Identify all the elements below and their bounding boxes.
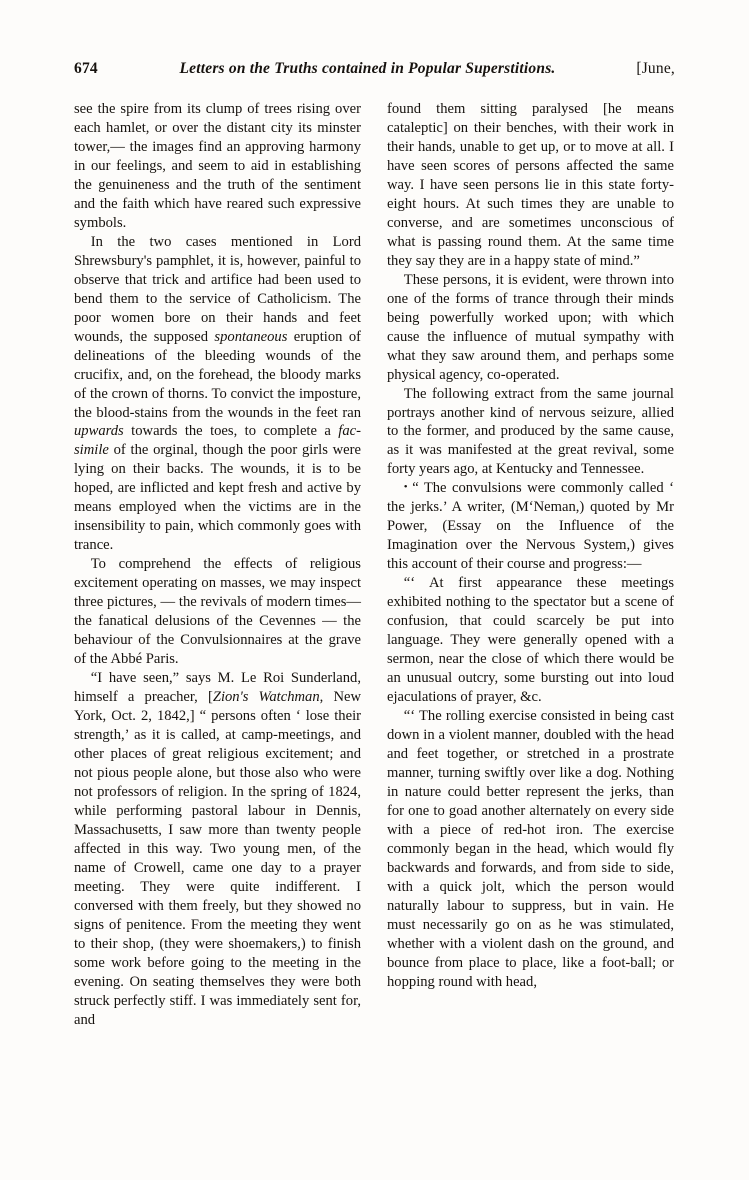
paragraph [74, 669, 361, 1029]
italic-run: fac-simile [74, 423, 361, 459]
italic-run: spontaneous [214, 328, 288, 345]
text-run: “I have seen,” says M. Le Roi Sunderland, himself a preacher, [ [74, 670, 361, 706]
italic-run: Zion's Watchman [212, 689, 320, 706]
right-column [387, 100, 674, 1029]
left-column [74, 100, 361, 1029]
issue-month: [June, [636, 60, 675, 77]
text-run: , New York, Oct. 2, 1842,] “ persons often ‘ lose their strength,’ as it is called, at camp-meetings, and other places of great religious excitement; and not pious people alone, but those also who were not professors of religion. In the spring of 1824, while performing pastoral labour in Dennis, Massachusetts, I saw more than twenty people affected in this way. Two young men, of the name of Crowell, came one day to a prayer meeting. They were quite indifferent. I conversed with them freely, but they showed no signs of penitence. From the meeting they went to their shop, (they were shoemakers,) to finish some work before going to the meeting in the evening. On seating themselves they were both struck perfectly stiff. I was immediately sent for, and [74, 689, 361, 1028]
paragraph: These persons, it is evident, were thrown into one of the forms of trance through their minds being powerfully worked upon; with which cause the influence of mutual sympathy with what they saw around them, and perhaps some physical agency, co-operated. [387, 271, 674, 383]
paragraph: found them sitting paralysed [he means cataleptic] on their benches, with their work in their hands, unable to get up, or to move at all. I have seen scores of persons affected the same way. I have seen persons lie in this state forty-eight hours. At such times they are unable to converse, and are sometimes unconscious of what is passing round them. At the same time they say they are in a happy state of mind.” [387, 101, 674, 269]
text-run: of the orginal, though the poor girls were lying on their backs. The wounds, it is to be hoped, are inflicted and kept fresh and active by means employed when the victims are in the insensibility to pain, which commonly goes with trance. [74, 442, 361, 554]
text-run: eruption of delineations of the bleeding wounds of the crucifix, and, on the forehead, the bloody marks of the crown of thorns. To convict the imposture, the blood-stains from the wounds in the feet ran [74, 328, 361, 421]
paragraph: The following extract from the same journal portrays another kind of nervous seizure, allied to the former, and produced by the same cause, as it was manifested at the great revival, some forty years ago, at Kentucky and Tennessee. [387, 385, 674, 478]
italic-run: upwards [74, 423, 124, 440]
paragraph [74, 233, 361, 555]
running-title: Letters on the Truths contained in Popular Superstitions. [179, 60, 556, 77]
running-head [74, 60, 675, 78]
paragraph: “‘ At first appearance these meetings exhibited nothing to the spectator but a scene of confusion, that could scarcely be put into language. They were generally opened with a sermon, near the close of which there would be an unusual outcry, some bursting out into loud ejaculations of prayer, &c. [387, 575, 674, 706]
text-columns [74, 100, 675, 1029]
text-run: In the two cases mentioned in Lord Shrewsbury's pamphlet, it is, however, painful to observe that trick and artifice had been used to bend them to the service of Catholicism. The poor women bore on their hands and feet wounds, the supposed [74, 233, 361, 345]
text-run: towards the toes, to complete a [123, 423, 339, 440]
paragraph: “‘ The rolling exercise consisted in being cast down in a violent manner, doubled with the head and feet together, or stretched in a prostrate manner, turning swiftly over like a dog. Nothing in nature could better represent the jerks, than for one to goad another alternately on every side with a piece of red-hot iron. The exercise commonly began in the head, which would fly backwards and forwards, and from side to side, with a quick jolt, which the person would naturally labour to suppress, but in vain. He must necessarily go on as he was stimulated, whether with a violent dash on the ground, and bounce from place to place, like a foot-ball; or hopping round with head, [387, 708, 674, 990]
paragraph: • “ The convulsions were commonly called ‘ the jerks.’ A writer, (M‘Neman,) quoted by Mr Power, (Essay on the Influence of the Imagination over the Nervous System,) gives this account of their course and progress:— [387, 479, 674, 574]
page-number: 674 [74, 60, 98, 77]
paragraph: To comprehend the effects of religious excitement operating on masses, we may inspect three pictures, — the revivals of modern times—the fanatical delusions of the Cevennes — the behaviour of the Convulsionnaires at the grave of the Abbé Paris. [74, 556, 361, 668]
paragraph: see the spire from its clump of trees rising over each hamlet, or over the distant city its minster tower,— the images find an approving harmony in our feelings, and seem to aid in establishing the genuineness and the truth of the sentiment and the faith which have reared such expressive symbols. [74, 101, 361, 231]
